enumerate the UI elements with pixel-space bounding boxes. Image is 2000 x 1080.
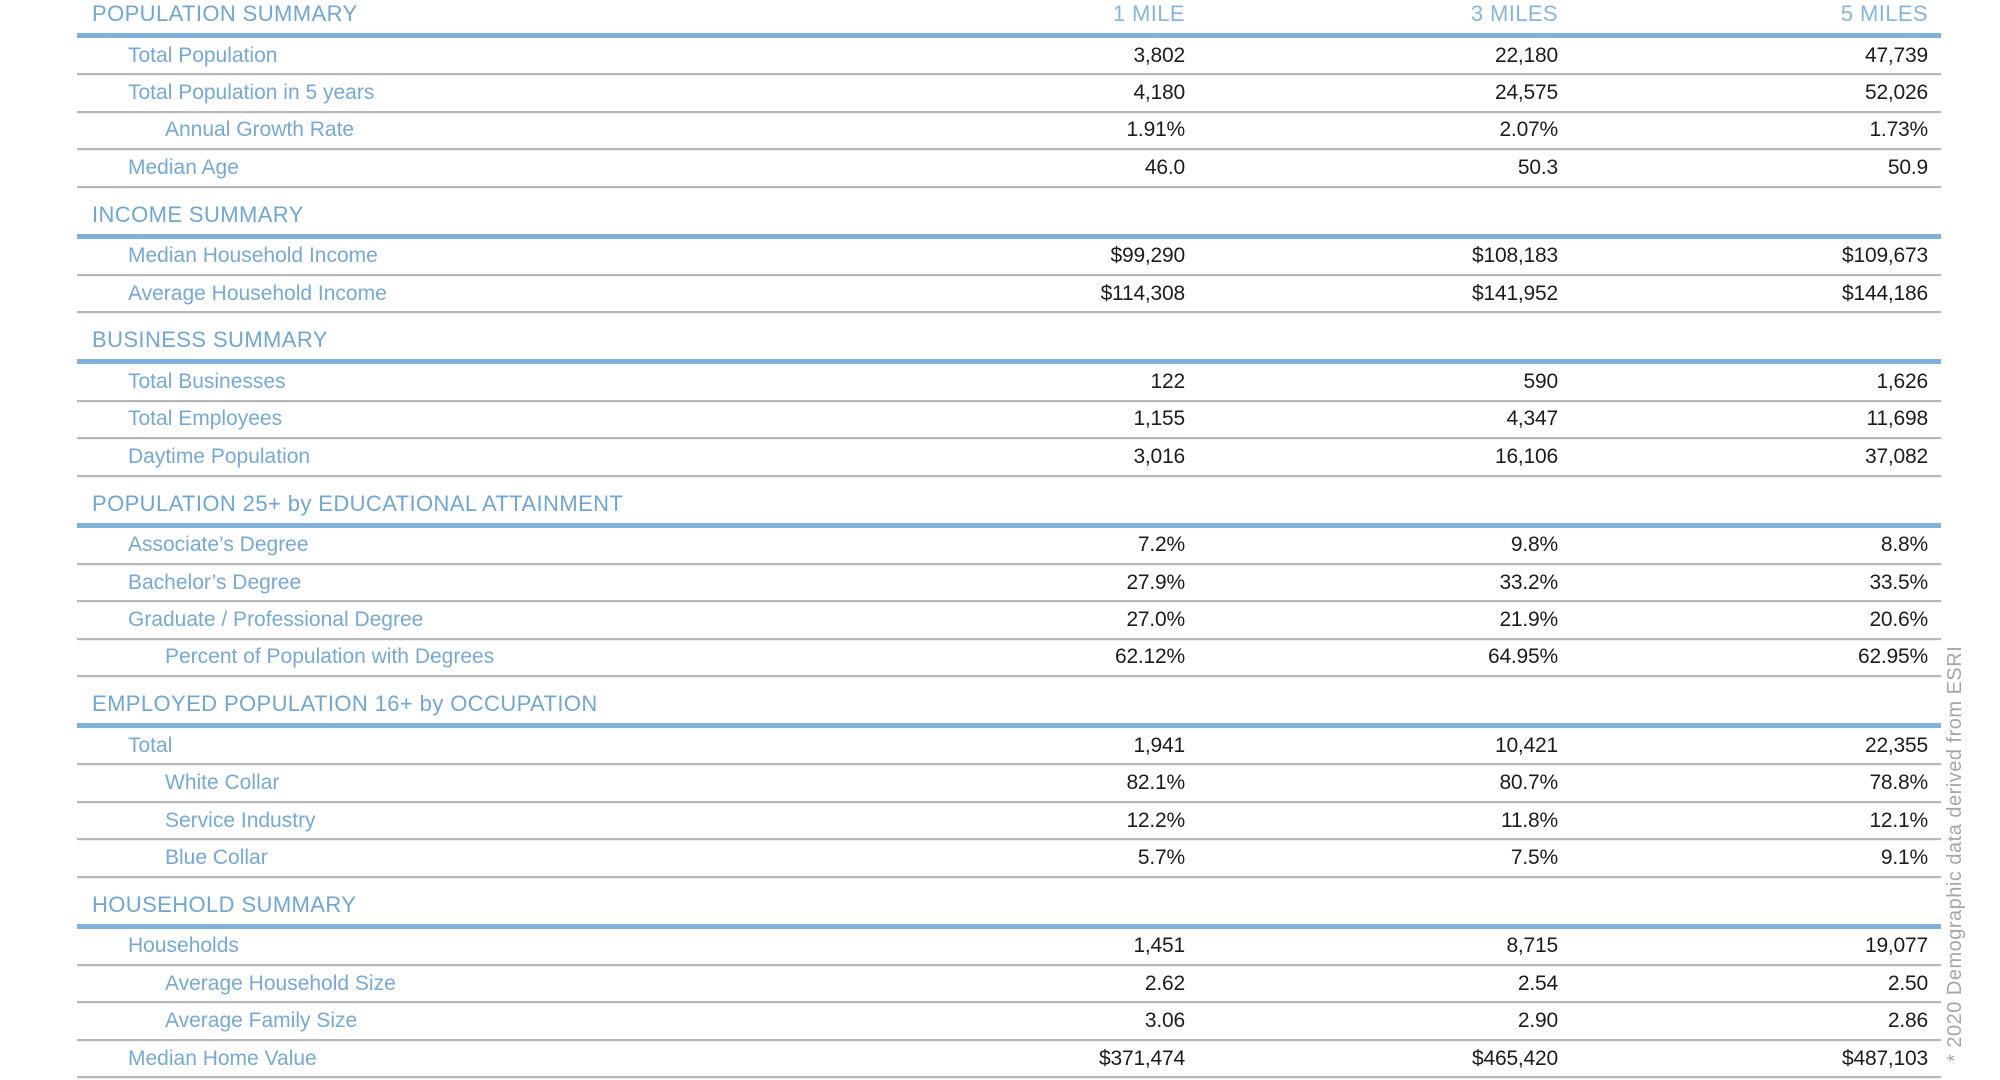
section-title: HOUSEHOLD SUMMARY bbox=[92, 891, 357, 917]
table-row bbox=[77, 602, 1941, 639]
value-cell: 9.1% bbox=[1880, 845, 1928, 869]
table-row bbox=[77, 239, 1941, 276]
section-title: BUSINESS SUMMARY bbox=[92, 327, 328, 353]
row-label: Total Employees bbox=[128, 407, 283, 431]
value-cell: 22,355 bbox=[1864, 733, 1928, 757]
value-cell: $109,673 bbox=[1842, 244, 1928, 268]
section-title: INCOME SUMMARY bbox=[92, 201, 304, 227]
value-cell: 33.2% bbox=[1499, 570, 1558, 594]
row-label: Average Family Size bbox=[165, 1009, 358, 1033]
section-header-row bbox=[77, 0, 1941, 38]
value-cell: 37,082 bbox=[1864, 444, 1928, 468]
table-row bbox=[77, 38, 1941, 75]
data-source-footnote: * 2020 Demographic data derived from ESRI bbox=[1944, 645, 1966, 1062]
value-cell: 1,451 bbox=[1133, 934, 1185, 958]
row-label: Percent of Population with Degrees bbox=[165, 645, 495, 669]
value-cell: 50.9 bbox=[1887, 155, 1928, 179]
value-cell: 2.54 bbox=[1517, 971, 1558, 995]
row-label: Median Household Income bbox=[128, 244, 378, 268]
value-cell: 2.90 bbox=[1517, 1009, 1558, 1033]
row-label: Total Population in 5 years bbox=[128, 81, 375, 105]
table-row bbox=[77, 765, 1941, 802]
table-row bbox=[77, 929, 1941, 966]
value-cell: 3.06 bbox=[1144, 1009, 1185, 1033]
report-section bbox=[77, 0, 1941, 188]
section-header-row bbox=[77, 326, 1941, 364]
value-cell: 4,347 bbox=[1506, 407, 1558, 431]
value-cell: 590 bbox=[1523, 370, 1558, 394]
value-cell: $141,952 bbox=[1472, 281, 1558, 305]
value-cell: 1.73% bbox=[1869, 118, 1928, 142]
row-label: Associate’s Degree bbox=[128, 533, 309, 557]
value-cell: $99,290 bbox=[1110, 244, 1185, 268]
section-header-row bbox=[77, 201, 1941, 239]
value-cell: 3,016 bbox=[1133, 444, 1185, 468]
value-cell: 3,802 bbox=[1133, 43, 1185, 67]
report-section bbox=[77, 490, 1941, 678]
row-label: Total Population bbox=[128, 43, 278, 67]
value-cell: 2.62 bbox=[1144, 971, 1185, 995]
section-header-row bbox=[77, 891, 1941, 929]
value-cell: 16,106 bbox=[1494, 444, 1558, 468]
row-label: Annual Growth Rate bbox=[165, 118, 355, 142]
value-cell: 27.9% bbox=[1126, 570, 1185, 594]
demographic-summary-report bbox=[77, 0, 1941, 1078]
value-cell: 62.95% bbox=[1857, 645, 1928, 669]
value-cell: 9.8% bbox=[1510, 533, 1558, 557]
value-cell: 11,698 bbox=[1866, 407, 1928, 431]
value-cell: 82.1% bbox=[1126, 771, 1185, 795]
value-cell: $487,103 bbox=[1842, 1046, 1928, 1070]
value-cell: $108,183 bbox=[1472, 244, 1558, 268]
value-cell: 1,155 bbox=[1133, 407, 1185, 431]
value-cell: 47,739 bbox=[1864, 43, 1928, 67]
value-cell: $465,420 bbox=[1472, 1046, 1558, 1070]
row-label: Blue Collar bbox=[165, 845, 268, 869]
value-cell: 78.8% bbox=[1869, 771, 1928, 795]
value-cell: $371,474 bbox=[1099, 1046, 1185, 1070]
value-cell: 46.0 bbox=[1144, 155, 1185, 179]
table-row bbox=[77, 75, 1941, 112]
value-cell: 21.9% bbox=[1499, 607, 1558, 631]
value-cell: 1.91% bbox=[1126, 118, 1185, 142]
table-row bbox=[77, 402, 1941, 439]
table-row bbox=[77, 528, 1941, 565]
value-cell: 5.7% bbox=[1137, 845, 1185, 869]
row-label: Total Businesses bbox=[128, 370, 286, 394]
value-cell: 11.8% bbox=[1501, 808, 1558, 832]
value-cell: 50.3 bbox=[1517, 155, 1558, 179]
value-cell: 12.2% bbox=[1126, 808, 1185, 832]
table-row bbox=[77, 439, 1941, 476]
value-cell: 7.5% bbox=[1510, 845, 1558, 869]
table-row bbox=[77, 113, 1941, 150]
row-label: Median Home Value bbox=[128, 1046, 317, 1070]
row-label: Median Age bbox=[128, 155, 239, 179]
value-cell: 122 bbox=[1150, 370, 1185, 394]
row-label: Graduate / Professional Degree bbox=[128, 607, 424, 631]
table-row bbox=[77, 565, 1941, 602]
value-cell: $144,186 bbox=[1842, 281, 1928, 305]
table-row bbox=[77, 803, 1941, 840]
report-sections bbox=[77, 0, 1941, 1078]
report-section bbox=[77, 690, 1941, 878]
value-cell: 12.1% bbox=[1869, 808, 1928, 832]
value-cell: 52,026 bbox=[1864, 81, 1928, 105]
value-cell: 7.2% bbox=[1137, 533, 1185, 557]
column-header: 3 MILES bbox=[1470, 1, 1558, 26]
table-row bbox=[77, 1003, 1941, 1040]
row-label: Average Household Income bbox=[128, 281, 387, 305]
column-header: 1 MILE bbox=[1112, 1, 1185, 26]
value-cell: 24,575 bbox=[1494, 81, 1558, 105]
value-cell: 1,626 bbox=[1876, 370, 1928, 394]
value-cell: 4,180 bbox=[1133, 81, 1185, 105]
row-label: Average Household Size bbox=[165, 971, 396, 995]
value-cell: 1,941 bbox=[1133, 733, 1185, 757]
value-cell: 22,180 bbox=[1494, 43, 1558, 67]
value-cell: 33.5% bbox=[1869, 570, 1928, 594]
value-cell: 27.0% bbox=[1126, 607, 1185, 631]
table-row bbox=[77, 150, 1941, 187]
value-cell: 64.95% bbox=[1487, 645, 1558, 669]
row-label: White Collar bbox=[165, 771, 280, 795]
table-row bbox=[77, 1041, 1941, 1078]
value-cell: 2.50 bbox=[1887, 971, 1928, 995]
value-cell: 20.6% bbox=[1869, 607, 1928, 631]
row-label: Daytime Population bbox=[128, 444, 311, 468]
value-cell: 80.7% bbox=[1499, 771, 1558, 795]
row-label: Households bbox=[128, 934, 239, 958]
table-row bbox=[77, 966, 1941, 1003]
report-section bbox=[77, 891, 1941, 1079]
report-section bbox=[77, 326, 1941, 476]
report-section bbox=[77, 201, 1941, 314]
section-title: EMPLOYED POPULATION 16+ by OCCUPATION bbox=[92, 691, 598, 717]
row-label: Total bbox=[128, 733, 173, 757]
section-title: POPULATION SUMMARY bbox=[92, 1, 358, 26]
value-cell: $114,308 bbox=[1100, 281, 1185, 305]
table-row bbox=[77, 840, 1941, 877]
section-title: POPULATION 25+ by EDUCATIONAL ATTAINMENT bbox=[92, 490, 624, 516]
value-cell: 62.12% bbox=[1114, 645, 1185, 669]
value-cell: 19,077 bbox=[1864, 934, 1928, 958]
value-cell: 10,421 bbox=[1494, 733, 1558, 757]
section-header-row bbox=[77, 490, 1941, 528]
table-row bbox=[77, 640, 1941, 677]
table-row bbox=[77, 276, 1941, 313]
row-label: Bachelor’s Degree bbox=[128, 570, 302, 594]
table-row bbox=[77, 728, 1941, 765]
section-header-row bbox=[77, 690, 1941, 728]
value-cell: 2.86 bbox=[1887, 1009, 1928, 1033]
value-cell: 2.07% bbox=[1499, 118, 1558, 142]
row-label: Service Industry bbox=[165, 808, 316, 832]
table-row bbox=[77, 364, 1941, 401]
value-cell: 8,715 bbox=[1506, 934, 1558, 958]
column-header: 5 MILES bbox=[1840, 1, 1928, 26]
value-cell: 8.8% bbox=[1880, 533, 1928, 557]
